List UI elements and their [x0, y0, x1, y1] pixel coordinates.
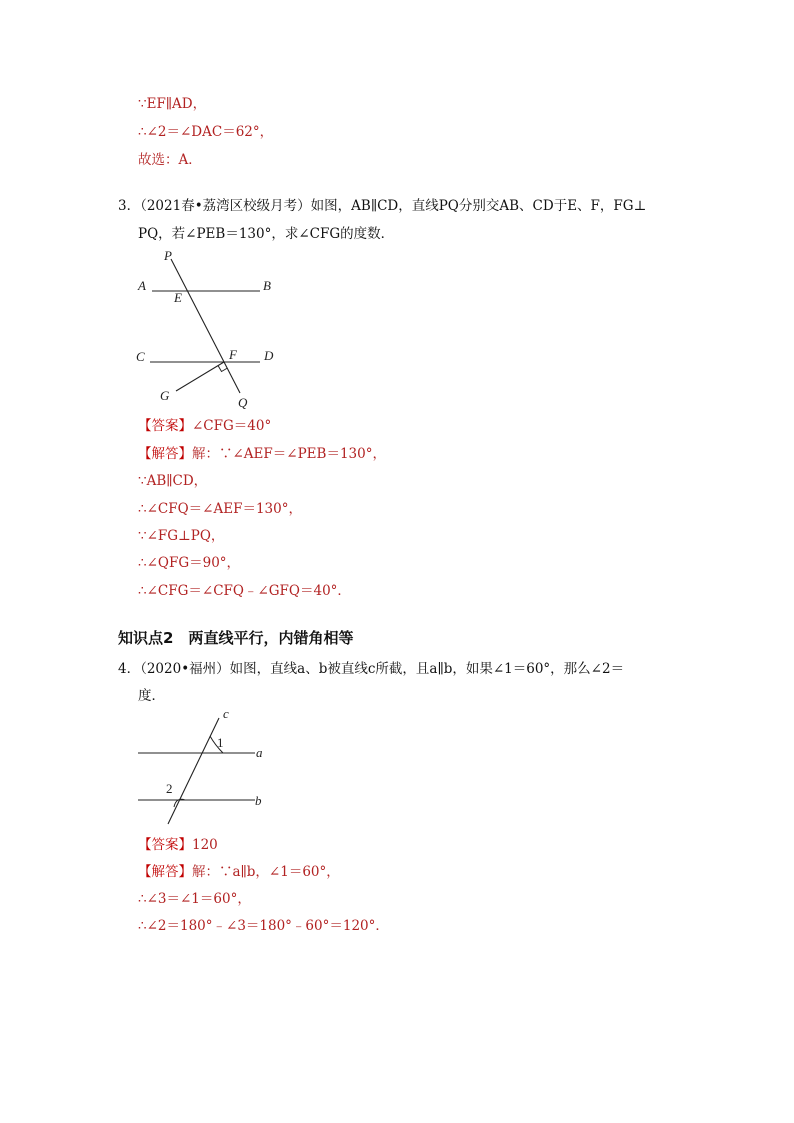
label-f: F — [229, 347, 237, 362]
q4-stem-line-2: 度． — [138, 688, 165, 704]
q3-stem-line-1: 3．（2021春•荔湾区校级月考）如图，AB∥CD，直线PQ分别交AB、CD于E、F，FG⊥ — [118, 198, 647, 214]
q3-solution-line-5: ∴∠QFG＝90°， — [138, 555, 241, 571]
label-angle-2: 2 — [166, 781, 173, 796]
label-b-line: b — [255, 793, 262, 808]
q4-solution-line-1 — [138, 863, 340, 881]
solution-text: 解：∵a∥b，∠1＝60°， — [192, 864, 340, 880]
label-p: P — [164, 248, 172, 263]
q3-solution-line-6: ∴∠CFG＝∠CFQ﹣∠GFQ＝40°． — [138, 583, 351, 599]
q3-figure — [130, 245, 290, 415]
prev-solution-line-1: ∵EF∥AD， — [138, 96, 207, 112]
section-title: 知识点2 两直线平行，内错角相等 — [118, 629, 354, 647]
prev-solution-line-2: ∴∠2＝∠DAC＝62°， — [138, 124, 274, 140]
q3-answer — [138, 417, 271, 435]
prev-solution-line-3: 故选：A． — [138, 152, 202, 168]
solution-tag: 【解答】 — [138, 864, 192, 880]
q3-solution-line-4: ∵∠FG⊥PQ， — [138, 528, 225, 544]
label-angle-1: 1 — [217, 735, 224, 750]
q4-figure — [130, 705, 280, 830]
q4-answer — [138, 836, 218, 854]
label-g: G — [160, 388, 170, 403]
q4-solution-line-2: ∴∠3＝∠1＝60°， — [138, 891, 251, 907]
label-c-line: c — [223, 706, 229, 721]
answer-text: 120 — [192, 837, 218, 853]
label-d: D — [264, 348, 274, 363]
label-a-line: a — [256, 745, 263, 760]
label-a: A — [138, 278, 146, 293]
solution-text: 解：∵∠AEF＝∠PEB＝130°， — [192, 446, 386, 462]
q3-solution-line-2: ∵AB∥CD， — [138, 473, 208, 489]
line-fg — [176, 362, 224, 391]
label-q: Q — [238, 395, 248, 410]
q4-stem-line-1: 4．（2020•福州）如图，直线a、b被直线c所截，且a∥b，如果∠1＝60°，那么∠2＝ — [118, 661, 625, 677]
q3-solution-line-1 — [138, 445, 386, 463]
answer-text: ∠CFG＝40° — [192, 418, 272, 434]
line-c — [168, 718, 219, 824]
label-e: E — [174, 290, 182, 305]
answer-tag: 【答案】 — [138, 837, 192, 853]
label-b: B — [263, 278, 271, 293]
q3-solution-line-3: ∴∠CFQ＝∠AEF＝130°， — [138, 501, 302, 517]
q3-stem-line-2: PQ，若∠PEB＝130°，求∠CFG的度数． — [138, 226, 395, 242]
q4-solution-line-3: ∴∠2＝180°﹣∠3＝180°﹣60°＝120°． — [138, 918, 389, 934]
answer-tag: 【答案】 — [138, 418, 192, 434]
label-c: C — [136, 349, 145, 364]
solution-tag: 【解答】 — [138, 446, 192, 462]
